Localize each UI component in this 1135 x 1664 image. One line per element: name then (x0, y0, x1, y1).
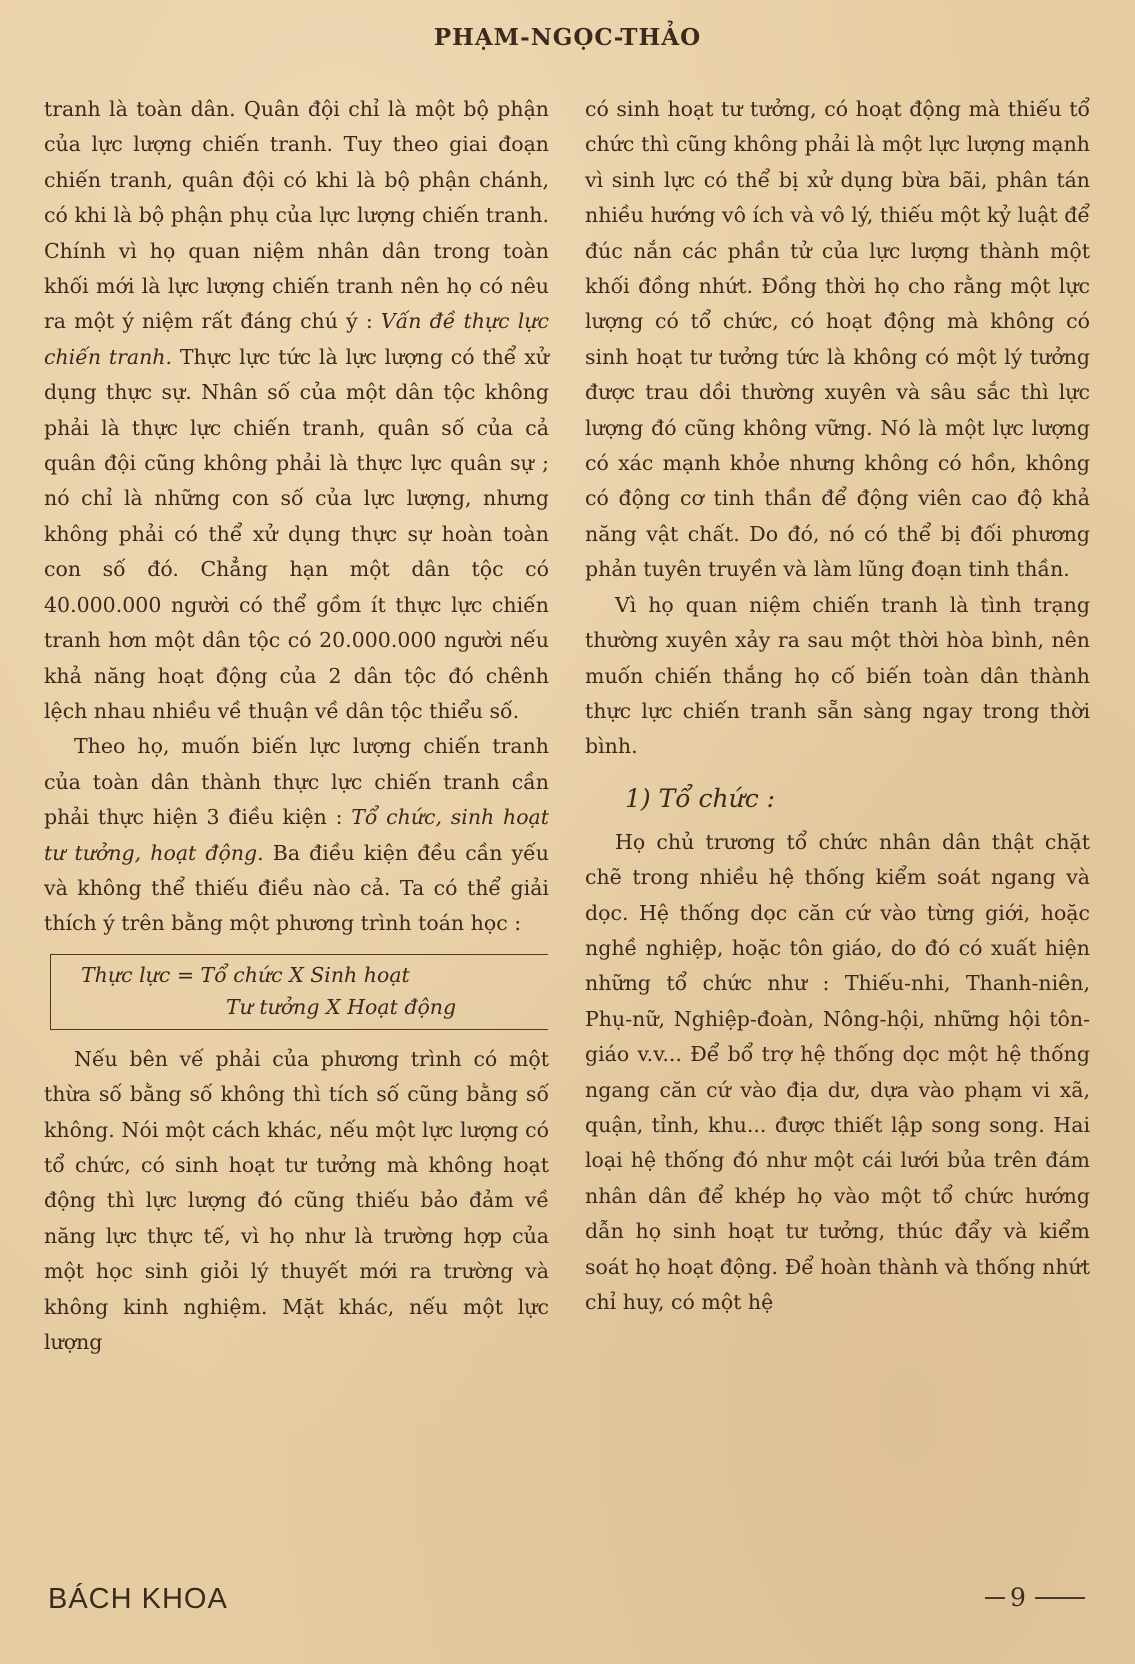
equation-box (50, 954, 548, 1030)
magazine-name: BÁCH KHOA (48, 1583, 228, 1615)
equation-line-1: Thực lực = Tổ chức X Sinh hoạt (81, 962, 410, 987)
emphasis-term: Vấn đề thực lực chiến tranh. (44, 309, 549, 369)
footer-dash-right (1035, 1597, 1085, 1599)
right-paragraph-1: có sinh hoạt tư tưởng, có hoạt động mà thiếu tổ chức thì cũng không phải là một lực lượng mạnh vì sinh lực có thể bị xử dụng bừa bãi, phân tán nhiều hướng vô ích và vô lý, thiếu một kỷ luật để đúc nắn các phần tử của lực lượng thành một khối đồng nhứt. Đồng thời họ cho rằng một lực lượng có tổ chức, có hoạt động mà không có sinh hoạt tư tưởng tức là không có một lý tưởng được trau dồi thường xuyên và sâu sắc thì lực lượng đó cũng không vững. Nó là một lực lượng có xác mạnh khỏe nhưng không có hồn, không có động cơ tinh thần để động viên cao độ khả năng vật chất. Do đó, nó có thể bị đối phương phản tuyên truyền và làm lũng đoạn tinh thần. (585, 97, 1090, 582)
page-number: 9 (1010, 1583, 1026, 1612)
emphasis-conditions: Tổ chức, sinh hoạt tư tưởng, hoạt động. (44, 805, 550, 865)
equation-line-2: Tư tưởng X Hoạt động (226, 994, 457, 1019)
right-column (585, 92, 1090, 1320)
section-heading: 1) Tổ chức : (625, 783, 776, 813)
left-paragraph-2: Theo họ, muốn biến lực lượng chiến tranh của toàn dân thành thực lực chiến tranh cần phải thực hiện 3 điều kiện : Tổ chức, sinh hoạt tư tưởng, hoạt động. Ba điều kiện đều cần yếu và không thể thiếu điều nào cả. Ta có thể giải thích ý trên bằng một phương trình toán học : (44, 734, 550, 936)
page-header-author: PHẠM-NGỌC-THẢO (433, 24, 702, 51)
right-paragraph-3: Họ chủ trương tổ chức nhân dân thật chặt chẽ trong nhiều hệ thống kiểm soát ngang và dọc. Hệ thống dọc căn cứ vào từng giới, hoặc nghề nghiệp, hoặc tôn giáo, do đó có xuất hiện những tổ chức như : Thiếu-nhi, Thanh-niên, Phụ-nữ, Nghiệp-đoàn, Nông-hội, những hội tôn-giáo v.v... Để bổ trợ hệ thống dọc một hệ thống ngang căn cứ vào địa dư, dựa vào phạm vi xã, quận, tỉnh, khu... được thiết lập song song. Hai loại hệ thống đó như một cái lưới bủa trên đám nhân dân để khép họ vào một tổ chức hướng dẫn họ sinh hoạt tư tưởng, thúc đẩy và kiểm soát họ hoạt động. Để hoàn thành và thống nhứt chỉ huy, có một hệ (585, 829, 1090, 1314)
left-column (44, 92, 549, 1360)
footer-dash-left (985, 1597, 1005, 1599)
left-paragraph-1: tranh là toàn dân. Quân đội chỉ là một bộ phận của lực lượng chiến tranh. Tuy theo giai đoạn chiến tranh, quân đội có khi là bộ phận chánh, có khi là bộ phận phụ của lực lượng chiến tranh. Chính vì họ quan niệm nhân dân trong toàn khối mới là lực lượng chiến tranh nên họ có nêu ra một ý niệm rất đáng chú ý : Vấn đề thực lực chiến tranh. Thực lực tức là lực lượng có thể xử dụng thực sự. Nhân số của một dân tộc không phải là thực lực chiến tranh, quân số của cả quân đội cũng không phải là thực lực quân sự ; nó chỉ là những con số của lực lượng, nhưng không phải có thể xử dụng thực sự hoàn toàn con số đó. Chẳng hạn một dân tộc có 40.000.000 người có thể gồm ít thực lực chiến tranh hơn một dân tộc có 20.000.000 người nếu khả năng hoạt động của 2 dân tộc đó chênh lệch nhau nhiều về thuận về dân tộc thiểu số. (44, 97, 549, 723)
right-paragraph-2: Vì họ quan niệm chiến tranh là tình trạng thường xuyên xảy ra sau một thời hòa bình, nên muốn chiến thắng họ cố biến toàn dân thành thực lực chiến tranh sẵn sàng ngay trong thời bình. (585, 592, 1090, 759)
left-paragraph-3: Nếu bên vế phải của phương trình có một thừa số bằng số không thì tích số cũng bằng số không. Nói một cách khác, nếu một lực lượng có tổ chức, có sinh hoạt tư tưởng mà không hoạt động thì lực lượng đó cũng thiếu bảo đảm về năng lực thực tế, vì họ như là trường hợp của một học sinh giỏi lý thuyết mới ra trường và không kinh nghiệm. Mặt khác, nếu một lực lượng (44, 1046, 549, 1354)
